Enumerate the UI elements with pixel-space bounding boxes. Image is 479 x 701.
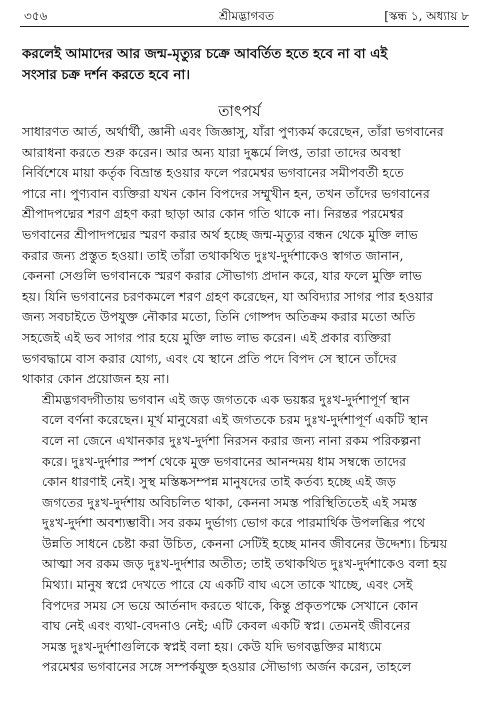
text-line: বাঘ নেই এবং ব্যথা-বেদনাও নেই; এটি কেবল একটি স্বপ্ন। তেমনই জীবনের: [42, 618, 411, 634]
text-line: জগতের দুঃখ-দুর্দশায় অবিচলিত থাকা, কেননা সমস্ত পরিস্থিতিতেই এই সমস্ত: [42, 494, 417, 510]
text-line: বিপদের সময় সে ভয়ে আর্তনাদ করতে থাকে, কিন্তু প্রকৃতপক্ষে সেখানে কোন: [42, 597, 419, 613]
text-line: সহজেই এই ভব সাগর পার হয়ে মুক্তি লাভ লাভ করেন। এই প্রকার ব্যক্তিরা: [22, 329, 391, 345]
text-line: থাকার কোন প্রয়োজন হয় না।: [22, 371, 170, 387]
text-line: শ্রীপাদপদ্মের শরণ গ্রহণ করা ছাড়া আর কোন গতি থাকে না। নিরন্তর পরমেশ্বর: [22, 206, 404, 222]
text-line: মিথ্যা। মানুষ স্বপ্নে দেখতে পারে যে একটি বাঘ এসে তাকে খাচ্ছে, এবং সেই: [42, 577, 413, 593]
text-line: কোন ধারণাই নেই। সুস্থ মস্তিষ্কসম্পন্ন মানুষদের তাই কর্তব্য হচ্ছে এই জড়: [42, 474, 396, 490]
text-line: করে। দুঃখ-দুর্দশার স্পর্শ থেকে মুক্ত ভগবানের আনন্দময় ধাম সম্বন্ধে তাদের: [42, 453, 407, 469]
text-line: বলে না জেনে এখানকার দুঃখ-দুর্দশা নিরসন করার জন্য নানা রকম পরিকল্পনা: [42, 432, 421, 448]
text-line: আরাধনা করতে শুরু করেন। আর অন্য যারা দুষ্কর্মে লিপ্ত, তারা তাদের অবস্থা: [22, 144, 401, 160]
header-rule: [20, 26, 469, 27]
paragraph-1: [22, 122, 464, 390]
text-line: সমস্ত দুঃখ-দুর্দশাগুলিকে স্বপ্নই বলা হয়। কেউ যদি ভগবদ্ভক্তির মাধ্যমে: [42, 638, 382, 654]
running-header: [24, 6, 469, 24]
purport-body: [22, 122, 464, 678]
page-number: ৩৫৬: [24, 9, 48, 23]
text-line: পারে না। পুণ্যবান ব্যক্তিরা যখন কোন বিপদের সম্মুখীন হন, তখন তাঁদের ভগবানের: [22, 185, 430, 201]
verse-line: করলেই আমাদের আর জন্ম-মৃত্যুর চক্রে আবর্তিত হতে হবে না বা এই: [22, 46, 388, 62]
text-line: দুঃখ-দুর্দশা অবশ্যম্ভাবী। সব রকম দুর্ভাগ্য ভোগ করে পারমার্থিক উপলব্ধির পথে: [42, 515, 426, 531]
text-line: বলে বর্ণনা করেছেন। মূর্খ মানুষেরা এই জগতকে চরম দুঃখ-দুর্দশাপূর্ণ একটি স্থান: [42, 412, 429, 428]
verse-line: সংসার চক্র দর্শন করতে হবে না।: [22, 67, 191, 83]
text-line: উন্নতি সাধনে চেষ্টা করা উচিত, কেননা সেটিই হচ্ছে মানব জীবনের উদ্দেশ্য। চিন্ময়: [42, 535, 448, 551]
text-line: আত্মা সব রকম জড় দুঃখ-দুর্দশার অতীত; তাই তথাকথিত দুঃখ-দুর্দশাকেও বলা হয়: [42, 556, 447, 572]
text-line: করার জন্য প্রস্তুত হওয়া। তাই তাঁরা তথাকথিত দুঃখ-দুর্দশাকেও স্বাগত জানান,: [22, 247, 404, 263]
paragraph-2: [22, 390, 464, 678]
purport-heading: তাৎপর্য: [218, 102, 261, 120]
book-title: শ্রীমদ্ভাগবত: [218, 9, 274, 23]
section-label: [স্কন্ধ ১, অধ্যায় ৮: [384, 9, 469, 23]
text-line: জন্য সবচাইতে উপযুক্ত নৌকার মতো, তিনি গোষ্পদ অতিক্রম করার মতো অতি: [22, 309, 416, 325]
text-line: কেননা সেগুলি ভগবানকে স্মরণ করার সৌভাগ্য প্রদান করে, যার ফলে মুক্তি লাভ: [22, 268, 422, 284]
text-line: পরমেশ্বর ভগবানের সঙ্গে সম্পর্কযুক্ত হওয়ার সৌভাগ্য অর্জন করেন, তাহলে: [42, 659, 412, 675]
text-line: সাধারণত আর্ত, অর্থার্থী, জ্ঞানী এবং জিজ্ঞাসু, যাঁরা পুণ্যকর্ম করেছেন, তাঁরা ভগবানের: [22, 124, 444, 139]
verse-translation: [22, 44, 462, 86]
text-line: নির্বিশেষে মায়া কর্তৃক বিভ্রান্ত হওয়ার ফলে পরমেশ্বর ভগবানের সমীপবর্তী হতে: [22, 165, 404, 181]
text-line: ভগবানের শ্রীপাদপদ্মের স্মরণ করার অর্থ হচ্ছে জন্ম-মৃত্যুর বন্ধন থেকে মুক্তি লাভ: [22, 226, 418, 242]
text-line: ভগবদ্ধামে বাস করার যোগ্য, এবং যে স্থানে প্রতি পদে বিপদ সে স্থানে তাঁদের: [22, 350, 397, 366]
text-line: শ্রীমদ্ভগবদ্গীতায় ভগবান এই জড় জগতকে এক ভয়ঙ্কর দুঃখ-দুর্দশাপূর্ণ স্থান: [42, 391, 410, 407]
text-line: হয়। যিনি ভগবানের চরণকমলে শরণ গ্রহণ করেছেন, যা অবিদ্যার সাগর পার হওয়ার: [22, 288, 434, 304]
